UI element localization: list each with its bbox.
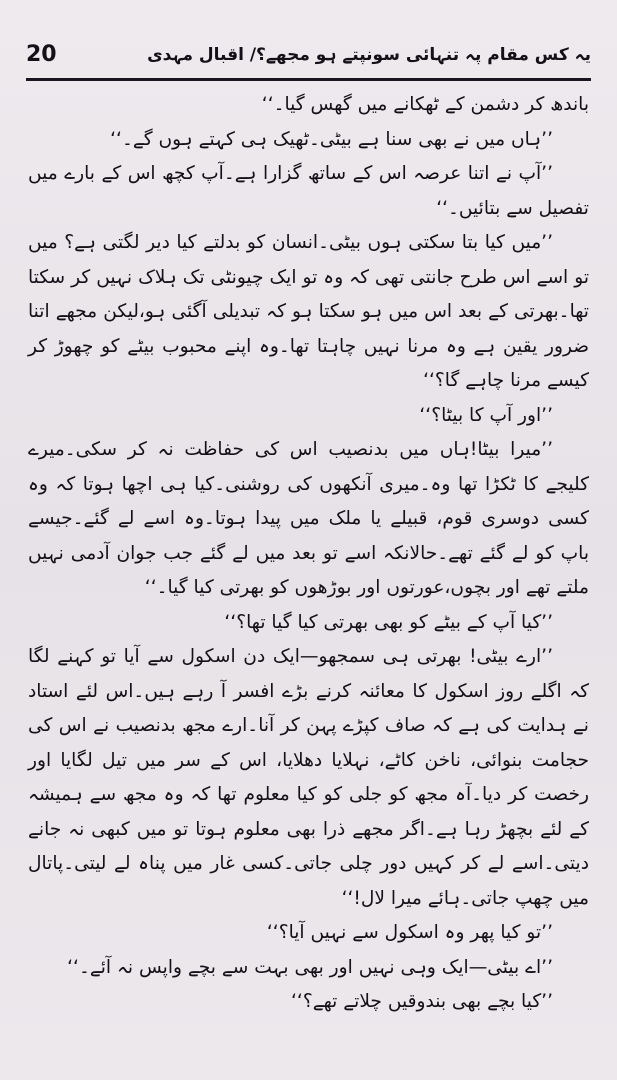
paragraph: باندھ کر دشمن کے ٹھکانے میں گھس گیا۔‘‘ bbox=[261, 94, 589, 115]
paragraph: ’’آپ نے اتنا عرصہ اس کے ساتھ گزارا ہے۔آپ کچھ اس کے بارے میں تفصیل سے بتائیں۔‘‘ bbox=[28, 163, 589, 219]
paragraph: ’’میرا بیٹا!ہاں میں بدنصیب اس کی حفاظت نہ کر سکی۔میرے کلیجے کا ٹکڑا تھا وہ۔میری آنکھوں کی روشنی۔کیا ہی اچھا ہوتا کہ وہ کسی دوسری قوم، قبیلے یا ملک میں پیدا ہوتا۔وہ اسے لے گئے۔جیسے باپ کو لے گئے تھے۔حالانکہ اسے تو بعد میں لے گئے جب جوان آدمی نہیں ملتے تھے اور بچوں،عورتوں اور بوڑھوں کو بھرتی کیا گیا۔‘‘ bbox=[28, 439, 589, 598]
running-title: یہ کس مقام پہ تنہائی سونپتے ہو مجھے؟/ اقبال مہدی bbox=[147, 45, 591, 65]
paragraph: ’’اے بیٹی—ایک وہی نہیں اور بھی بہت سے بچے واپس نہ آئے۔‘‘ bbox=[67, 956, 553, 978]
paragraph: ’’ارے بیٹی! بھرتی ہی سمجھو—ایک دن اسکول سے آیا تو کہنے لگا کہ اگلے روز اسکول کا معائنہ کرنے بڑے افسر آ رہے ہیں۔اس لئے استاد نے ہدایت کی ہے کہ صاف کپڑے پہن کر آنا۔ارے مجھ بدنصیب نے اس کی حجامت بنوائی، ناخن کاٹے، نہلایا دھلایا، اس کے سر میں تیل لگایا اور رخصت کر دیا۔آہ مجھ کو جلی کو کیا معلوم تھا کہ وہ مجھ سے ہمیشہ کے لئے بچھڑ رہا ہے۔اگر مجھے ذرا بھی معلوم ہوتا تو میں کبھی نہ جانے دیتی۔اسے لے کر کہیں دور چلی جاتی۔کسی غار میں پناہ لے لیتی۔پاتال میں چھپ جاتی۔ہائے میرا لال!‘‘ bbox=[28, 646, 589, 909]
body-text bbox=[28, 88, 589, 1020]
paragraph: ’’کیا آپ کے بیٹے کو بھی بھرتی کیا گیا تھا؟‘‘ bbox=[224, 611, 553, 633]
paragraph: ’’ہاں میں نے بھی سنا ہے بیٹی۔ٹھیک ہی کہتے ہوں گے۔‘‘ bbox=[110, 128, 553, 150]
paragraph: ’’کیا بچے بھی بندوقیں چلاتے تھے؟‘‘ bbox=[291, 991, 553, 1012]
paragraph: ’’میں کیا بتا سکتی ہوں بیٹی۔انسان کو بدلتے کیا دیر لگتی ہے؟ میں تو اسے اس طرح جانتی تھی کہ وہ تو ایک چیونٹی تک ہلاک نہیں کر سکتا تھا۔بھرتی کے بعد اس میں ہو سکتا ہو کہ تبدیلی آگئی ہو،لیکن مجھے اتنا ضرور یقین ہے وہ مرنا نہیں چاہتا تھا۔وہ اپنے محبوب بیٹے کو چھوڑ کر کیسے مرنا چاہے گا؟‘‘ bbox=[28, 232, 589, 391]
paragraph: ’’اور آپ کا بیٹا؟‘‘ bbox=[419, 404, 553, 426]
page-header bbox=[26, 38, 591, 81]
page-number: 20 bbox=[26, 42, 57, 67]
paragraph: ’’تو کیا پھر وہ اسکول سے نہیں آیا؟‘‘ bbox=[266, 922, 553, 943]
